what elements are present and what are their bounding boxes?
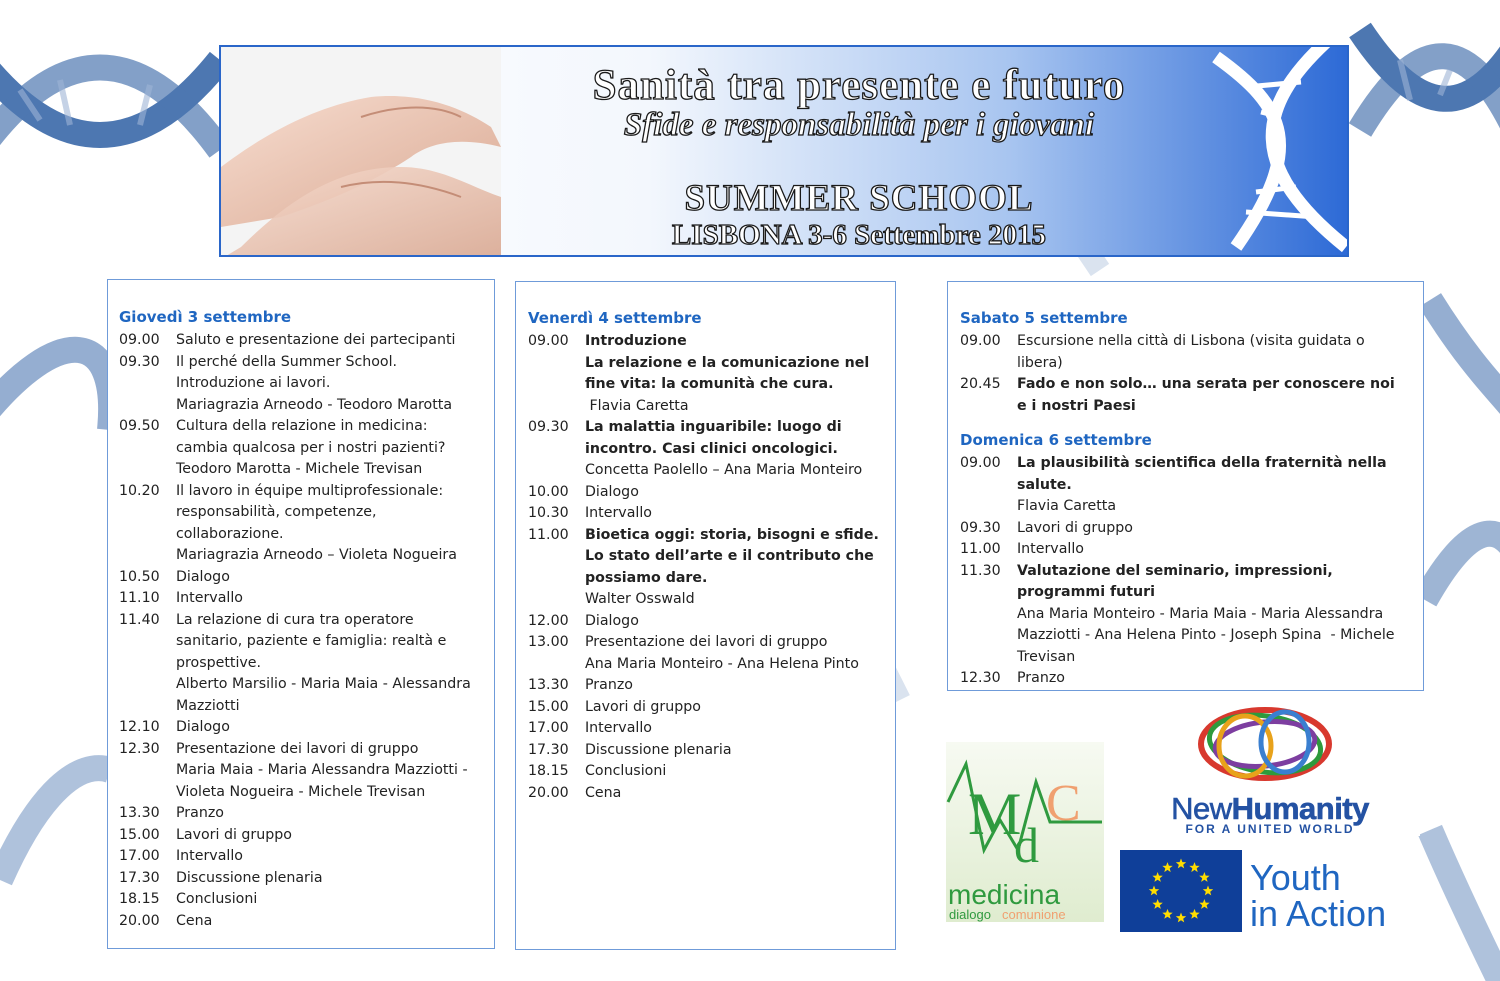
item-description (585, 718, 885, 740)
banner-title: Sanità tra presente e futuro (592, 62, 1126, 109)
item-time: 09.30 (119, 353, 160, 370)
schedule-item (960, 668, 1409, 690)
item-time: 11.00 (528, 526, 569, 543)
schedule-item (528, 718, 885, 740)
item-speakers: Flavia Caretta (1017, 498, 1117, 514)
mdc-letter-d: d (1014, 817, 1039, 873)
friday-items (528, 331, 885, 804)
item-text: Lavori di gruppo (176, 826, 292, 843)
item-text: Cultura della relazione in medicina: cambia qualcosa per i nostri pazienti? (176, 418, 446, 456)
item-text: Presentazione dei lavori di gruppo (176, 740, 419, 757)
schedule-thursday (107, 279, 495, 949)
day-title: Sabato 5 settembre (960, 309, 1128, 327)
item-description (176, 567, 484, 589)
item-description (585, 611, 885, 633)
thursday-items (119, 330, 484, 932)
schedule-item (960, 331, 1409, 374)
item-description (176, 588, 484, 610)
item-title-bold: La plausibilità scientifica della fraternità nella salute. (1017, 455, 1387, 493)
item-time: 09.00 (528, 333, 569, 349)
item-text: Il perché della Summer School. Introduzione ai lavori. (176, 353, 398, 391)
nh-tagline: FOR A UNITED WORLD (1185, 822, 1355, 836)
item-text: Saluto e presentazione dei partecipanti (176, 332, 456, 348)
item-text: Dialogo (585, 483, 639, 500)
banner-school: SUMMER SCHOOL (684, 178, 1034, 219)
schedule-item (528, 525, 885, 611)
item-time: 09.00 (119, 332, 160, 348)
new-humanity-logo (1120, 702, 1420, 836)
schedule-weekend (947, 281, 1424, 691)
item-speakers: Alberto Marsilio - Maria Maia - Alessandra Mazziotti (176, 676, 476, 714)
schedule-item (960, 374, 1409, 417)
item-time: 10.20 (119, 482, 160, 499)
item-text: Conclusioni (176, 891, 258, 907)
item-text: Intervallo (1017, 541, 1084, 557)
item-speakers: Ana Maria Monteiro - Maria Maia - Maria Alessandra Mazziotti - Ana Helena Pinto - Joseph Spina - Michele Trevisan (1017, 605, 1400, 665)
youth-in-action-logo (1120, 850, 1420, 932)
item-time: 10.00 (528, 483, 569, 500)
item-time: 11.40 (119, 611, 160, 628)
item-description (1017, 668, 1409, 690)
item-description (1017, 331, 1409, 374)
item-speakers: Ana Maria Monteiro - Ana Helena Pinto (585, 655, 859, 672)
schedule-item (119, 567, 484, 589)
item-time: 18.15 (528, 763, 569, 779)
item-time: 12.30 (960, 670, 1001, 686)
schedule-item (119, 739, 484, 804)
item-text: Presentazione dei lavori di gruppo (585, 634, 828, 650)
item-description (1017, 374, 1409, 417)
item-time: 15.00 (119, 826, 160, 843)
item-description (176, 846, 484, 868)
item-text: Lavori di gruppo (585, 698, 701, 715)
item-time: 12.30 (119, 740, 160, 757)
schedule-item (119, 846, 484, 868)
item-speakers: Concetta Paolello – Ana Maria Monteiro (585, 462, 863, 478)
item-description (585, 697, 885, 719)
item-text: Pranzo (1017, 670, 1065, 686)
item-description (585, 417, 885, 482)
schedule-item (119, 588, 484, 610)
nh-new: New (1171, 791, 1232, 826)
schedule-item (528, 740, 885, 762)
schedule-item (528, 353, 885, 418)
schedule-item (960, 561, 1409, 669)
item-title-bold: Fado e non solo… una serata per conoscere noi e i nostri Paesi (1017, 376, 1395, 414)
item-description (585, 525, 885, 611)
schedule-item (119, 352, 484, 417)
schedule-item (528, 611, 885, 633)
schedule-item (119, 889, 484, 911)
mdc-small-2: comunione (1002, 907, 1066, 922)
yia-line1: Youth (1250, 857, 1341, 898)
item-title-bold: La relazione e la comunicazione nel fine vita: la comunità che cura. (585, 354, 870, 392)
saturday-items (960, 331, 1409, 417)
item-description (585, 675, 885, 697)
dna-helix-icon (1206, 47, 1349, 257)
item-description (176, 330, 484, 352)
schedule-item (119, 330, 484, 352)
item-text: Conclusioni (585, 763, 667, 779)
item-description (176, 717, 484, 739)
item-time (528, 353, 585, 418)
item-text: Cena (585, 784, 622, 801)
item-description (585, 783, 885, 805)
item-time: 15.00 (528, 698, 569, 715)
item-text: Dialogo (176, 568, 230, 585)
item-time: 09.50 (119, 418, 160, 434)
schedule-item (960, 539, 1409, 561)
item-text: Intervallo (585, 720, 652, 736)
item-text: Escursione nella città di Lisbona (visita guidata o libera) (1017, 333, 1365, 371)
item-text: Intervallo (585, 505, 652, 521)
item-time: 12.00 (528, 612, 569, 629)
item-description (1017, 518, 1409, 540)
item-text: Pranzo (176, 805, 224, 821)
item-title-bold: Bioetica oggi: storia, bisogni e sfide. Lo stato dell’arte e il contributo che possiamo dare. (585, 526, 879, 586)
item-description (176, 352, 484, 417)
item-title-bold: Introduzione (585, 333, 687, 349)
item-description (176, 868, 484, 890)
schedule-item (119, 911, 484, 933)
mdc-logo (946, 742, 1104, 922)
schedule-item (528, 503, 885, 525)
schedule-item (119, 803, 484, 825)
item-time: 20.00 (528, 784, 569, 801)
item-text: Intervallo (176, 848, 243, 864)
item-time: 13.30 (528, 677, 569, 693)
schedule-item (960, 453, 1409, 518)
schedule-item (528, 697, 885, 719)
mdc-mark-icon (946, 742, 1104, 922)
day-title: Venerdì 4 settembre (528, 309, 702, 327)
item-description (585, 632, 885, 675)
item-speakers: Mariagrazia Arneodo - Teodoro Marotta (176, 396, 453, 413)
item-description (585, 353, 885, 418)
item-description (176, 911, 484, 933)
item-time: 18.15 (119, 891, 160, 907)
item-time: 20.45 (960, 376, 1001, 392)
item-time: 09.30 (528, 419, 569, 435)
item-time: 17.30 (119, 869, 160, 886)
item-time: 13.30 (119, 805, 160, 821)
nh-humanity: Humanity (1231, 791, 1369, 826)
yia-line2: in Action (1250, 893, 1387, 934)
item-speakers: Flavia Caretta (585, 397, 689, 414)
hands-image (221, 47, 501, 257)
item-description (1017, 561, 1409, 669)
item-text: Cena (176, 912, 213, 929)
item-time: 09.00 (960, 455, 1001, 471)
item-description (176, 416, 484, 481)
banner-place-date: LISBONA 3-6 Settembre 2015 (671, 219, 1047, 251)
item-description (1017, 539, 1409, 561)
item-time: 13.00 (528, 634, 569, 650)
item-text: La relazione di cura tra operatore sanitario, paziente e famiglia: realtà e prospettive. (176, 611, 447, 671)
item-description (585, 761, 885, 783)
item-description (176, 610, 484, 718)
nh-name (1120, 792, 1420, 826)
item-text: Lavori di gruppo (1017, 519, 1133, 536)
item-description (1017, 453, 1409, 518)
item-text: Discussione plenaria (585, 741, 732, 758)
item-time: 11.00 (960, 541, 1001, 557)
mdc-word: medicina (948, 879, 1061, 910)
schedule-item (528, 331, 885, 353)
item-text: Discussione plenaria (176, 869, 323, 886)
eu-flag-icon (1120, 850, 1242, 932)
item-time: 12.10 (119, 719, 160, 735)
item-title-bold: La malattia inguaribile: luogo di incontro. Casi clinici oncologici. (585, 419, 842, 457)
item-time: 09.00 (960, 333, 1001, 349)
schedule-item (119, 868, 484, 890)
item-text: Il lavoro in équipe multiprofessionale: responsabilità, competenze, collaborazione. (176, 482, 444, 542)
item-description (176, 803, 484, 825)
day-title: Domenica 6 settembre (960, 431, 1152, 449)
item-text: Dialogo (176, 719, 230, 735)
schedule-item (119, 481, 484, 567)
item-time: 20.00 (119, 912, 160, 929)
sunday-items (960, 453, 1409, 690)
schedule-item (528, 417, 885, 482)
item-speakers: Maria Maia - Maria Alessandra Mazziotti - Violeta Nogueira - Michele Trevisan (176, 762, 473, 800)
item-description (176, 825, 484, 847)
item-speakers: Teodoro Marotta - Michele Trevisan (176, 461, 423, 477)
item-time: 09.30 (960, 519, 1001, 536)
schedule-item (528, 482, 885, 504)
item-description (176, 889, 484, 911)
item-time: 10.30 (528, 505, 569, 521)
item-description (585, 740, 885, 762)
header-banner (219, 45, 1349, 257)
item-time: 11.10 (119, 590, 160, 606)
schedule-item (528, 632, 885, 675)
item-time: 11.30 (960, 562, 1001, 579)
item-description (176, 481, 484, 567)
item-speakers: Mariagrazia Arneodo – Violeta Nogueira (176, 547, 457, 563)
item-speakers: Walter Osswald (585, 591, 695, 607)
item-description (585, 503, 885, 525)
schedule-item (960, 518, 1409, 540)
item-text: Pranzo (585, 677, 633, 693)
schedule-item (528, 675, 885, 697)
item-time: 17.00 (528, 720, 569, 736)
item-description (176, 739, 484, 804)
item-time: 10.50 (119, 568, 160, 585)
item-text: Dialogo (585, 612, 639, 629)
schedule-item (528, 761, 885, 783)
schedule-item (119, 717, 484, 739)
mdc-small-1: dialogo (949, 907, 991, 922)
item-text: Intervallo (176, 590, 243, 606)
item-time: 17.00 (119, 848, 160, 864)
item-description (585, 331, 885, 353)
mdc-letter-c: C (1046, 775, 1081, 832)
item-description (585, 482, 885, 504)
schedule-friday (515, 281, 896, 950)
schedule-item (119, 416, 484, 481)
schedule-item (528, 783, 885, 805)
schedule-item (119, 610, 484, 718)
mdc-letter-m: M (968, 781, 1022, 847)
item-time: 17.30 (528, 741, 569, 758)
schedule-item (119, 825, 484, 847)
day-title: Giovedì 3 settembre (119, 308, 292, 326)
banner-subtitle: Sfide e responsabilità per i giovani (623, 107, 1095, 143)
item-title-bold: Valutazione del seminario, impressioni, programmi futuri (1017, 562, 1333, 600)
